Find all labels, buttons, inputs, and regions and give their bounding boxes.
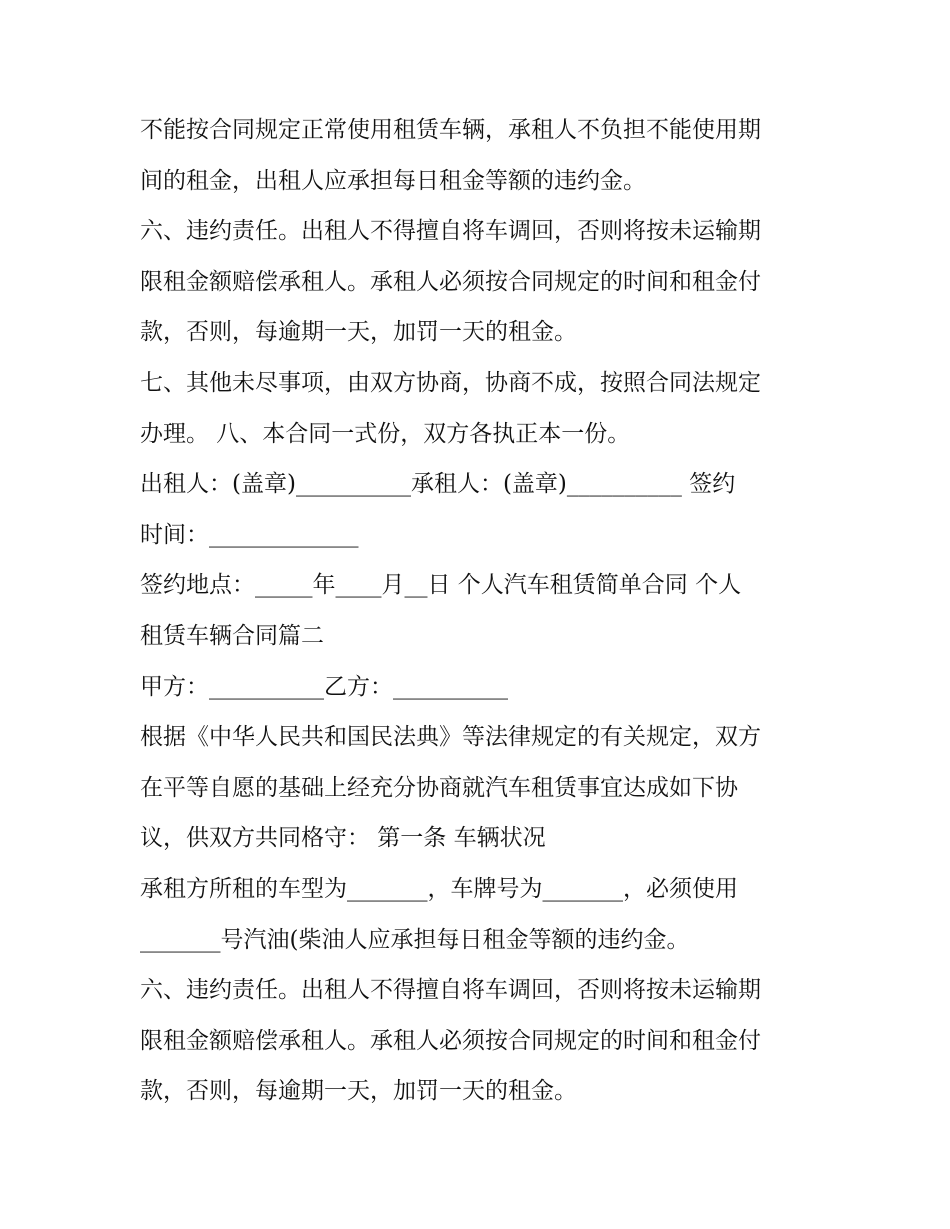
text-line: 不能按合同规定正常使用租赁车辆，承租人不负担不能使用期 — [140, 117, 761, 143]
text-line: 款，否则，每逾期一天，加罚一天的租金。 — [140, 319, 577, 345]
text-line: 在平等自愿的基础上经充分协商就汽车租赁事宜达成如下协 — [140, 775, 738, 801]
text-line: 承租方所租的车型为_______，车牌号为_______，必须使用 — [140, 876, 738, 902]
text-line: 限租金额赔偿承租人。承租人必须按合同规定的时间和租金付 — [140, 269, 761, 295]
text-line: 办理。 八、本合同一式份，双方各执正本一份。 — [140, 421, 631, 447]
text-line: 七、其他未尽事项，由双方协商，协商不成，按照合同法规定 — [140, 370, 761, 396]
text-line: 根据《中华人民共和国民法典》等法律规定的有关规定，双方 — [140, 724, 761, 750]
text-line: 间的租金，出租人应承担每日租金等额的违约金。 — [140, 168, 646, 194]
text-line: 限租金额赔偿承租人。承租人必须按合同规定的时间和租金付 — [140, 1028, 761, 1054]
text-line: 甲方：__________乙方：__________ — [140, 674, 508, 700]
text-line: 时间：_____________ — [140, 522, 359, 548]
text-line: 六、违约责任。出租人不得擅自将车调回，否则将按未运输期 — [140, 977, 761, 1003]
text-line: 签约地点：_____年____月__日 个人汽车租赁简单合同 个人 — [140, 572, 742, 598]
text-line: 款，否则，每逾期一天，加罚一天的租金。 — [140, 1078, 577, 1104]
text-line: 租赁车辆合同篇二 — [140, 623, 324, 649]
text-line: 出租人：(盖章)__________承租人：(盖章)__________ 签约 — [140, 471, 736, 497]
text-line: 六、违约责任。出租人不得擅自将车调回，否则将按未运输期 — [140, 218, 761, 244]
text-line: 议，供双方共同格守： 第一条 车辆状况 — [140, 825, 546, 851]
text-line: _______号汽油(柴油人应承担每日租金等额的违约金。 — [140, 927, 690, 953]
